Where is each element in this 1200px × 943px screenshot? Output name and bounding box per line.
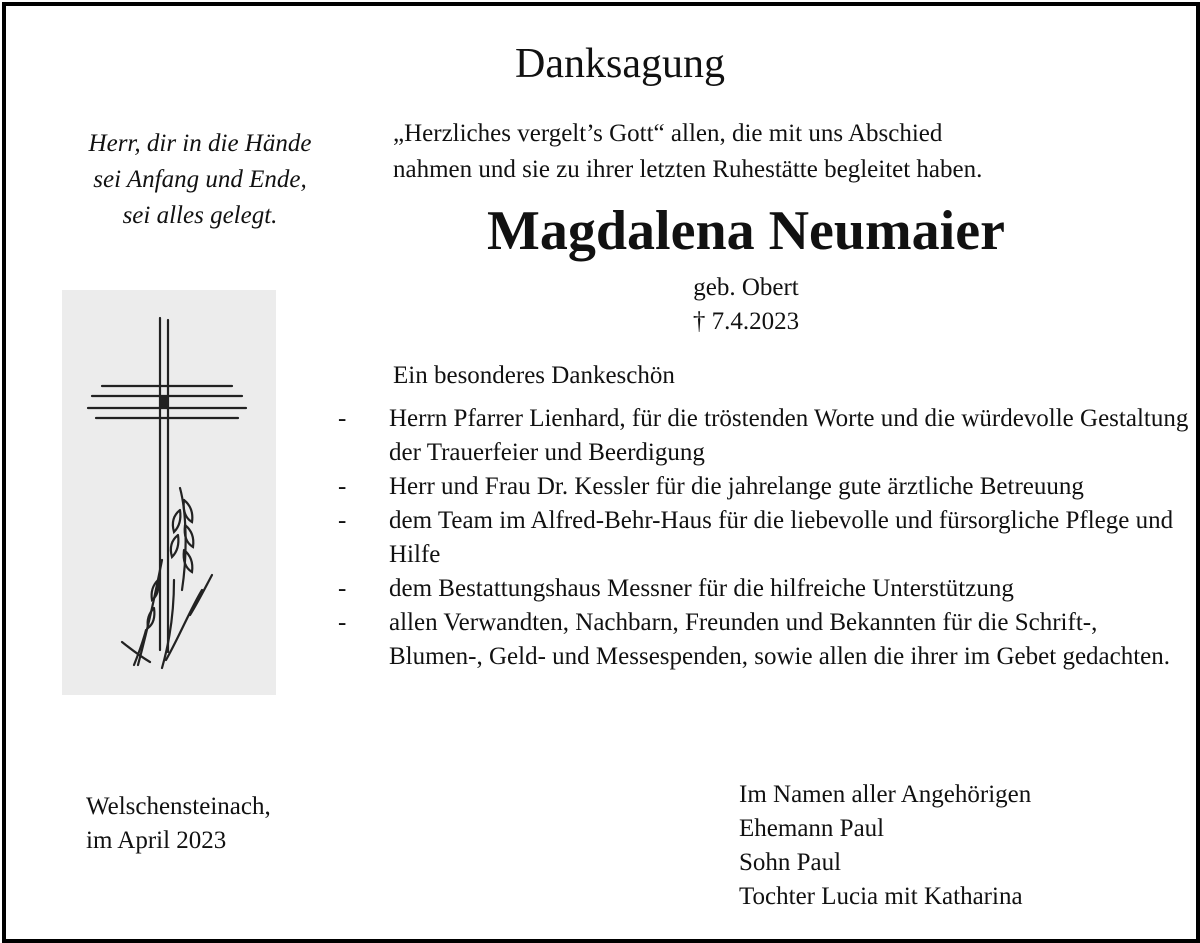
death-date: † 7.4.2023	[692, 308, 800, 335]
signature-line: Ehemann Paul	[739, 815, 885, 842]
intro-line: „Herzliches vergelt’s Gott“ allen, die mit uns Abschied	[393, 120, 943, 147]
verse-line: sei alles gelegt.	[122, 202, 278, 229]
signature-block	[739, 778, 1031, 914]
verse-line: sei Anfang und Ende,	[93, 166, 307, 193]
cross-image	[62, 290, 276, 695]
thanks-heading: Ein besonderes Dankeschön	[393, 362, 675, 389]
list-item	[331, 504, 1191, 572]
cross-icon	[62, 290, 276, 695]
signature-line: Sohn Paul	[739, 849, 842, 876]
list-item	[331, 606, 1191, 674]
dash-marker: -	[338, 575, 347, 602]
place-date	[86, 790, 271, 858]
list-item	[331, 470, 1191, 504]
verse-line: Herr, dir in die Hände	[88, 130, 312, 157]
dash-marker: -	[338, 405, 347, 432]
page-title: Danksagung	[515, 41, 725, 87]
list-item-text: dem Team im Alfred-Behr-Haus für die liebevolle und fürsorgliche Pflege und Hilfe	[389, 507, 1174, 568]
list-item	[331, 572, 1191, 606]
signature-line: Im Namen aller Angehörigen	[739, 781, 1032, 808]
obituary-frame	[2, 2, 1200, 943]
place-line: Welschensteinach,	[86, 793, 271, 820]
intro-text	[393, 116, 1173, 188]
signature-line: Tochter Lucia mit Katharina	[739, 883, 1023, 910]
dash-marker: -	[338, 507, 347, 534]
intro-line: nahmen und sie zu ihrer letzten Ruhestätte begleitet haben.	[393, 156, 983, 183]
deceased-name: Magdalena Neumaier	[487, 200, 1005, 262]
list-item-text: dem Bestattungshaus Messner für die hilfreiche Unterstützung	[389, 575, 1014, 602]
thanks-list	[331, 402, 1191, 674]
list-item-text: Herr und Frau Dr. Kessler für die jahrelange gute ärztliche Betreuung	[389, 473, 1084, 500]
list-item-text: Herrn Pfarrer Lienhard, für die tröstenden Worte und die würdevolle Gestaltung der Trauerfeier und Beerdigung	[389, 405, 1189, 466]
verse	[50, 126, 350, 234]
list-item-text: allen Verwandten, Nachbarn, Freunden und Bekannten für die Schrift-, Blumen-, Geld- und Messespenden, sowie allen die ihrer im Gebet gedachten.	[389, 609, 1171, 670]
dash-marker: -	[338, 473, 347, 500]
list-item	[331, 402, 1191, 470]
date-line: im April 2023	[86, 827, 227, 854]
dash-marker: -	[338, 609, 347, 636]
birth-name: geb. Obert	[693, 274, 799, 301]
